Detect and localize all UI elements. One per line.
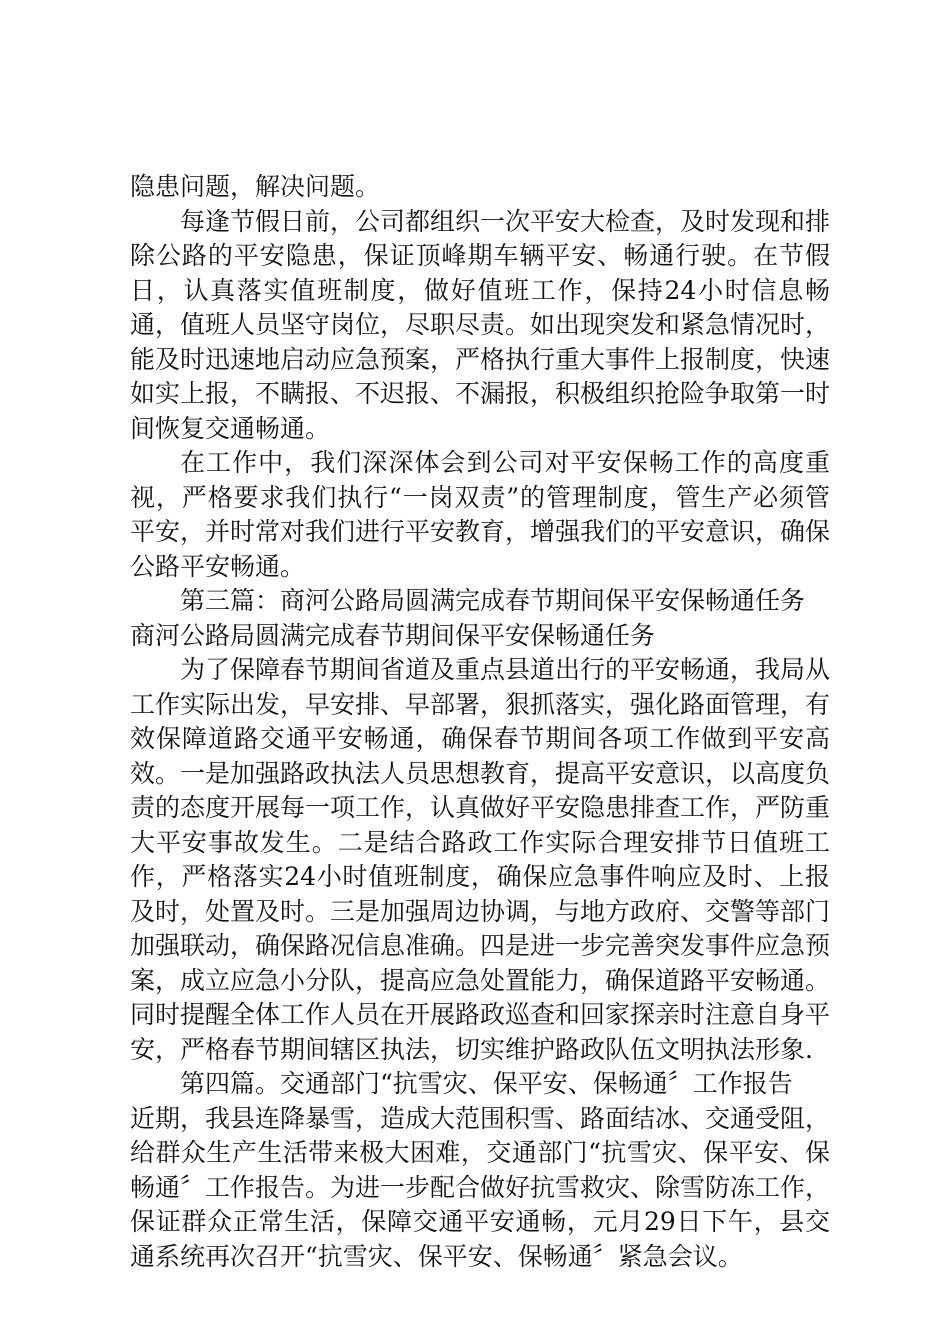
paragraph-holiday-inspection: 每逢节假日前，公司都组织一次平安大检查，及时发现和排除公路的平安隐患，保证顶峰期车辆平安、畅通行驶。在节假日，认真落实值班制度，做好值班工作，保持24小时信息畅通，值班人员坚守岗位，尽职尽责。如出现突发和紧急情况时，能及时迅速地启动应急预案，严格执行重大事件上报制度，快速如实上报，不瞒报、不迟报、不漏报，积极组织抢险争取第一时间恢复交通畅通。 (130, 206, 831, 443)
paragraph-snow-disaster: 近期，我县连降暴雪，造成大范围积雪、路面结冰、交通受阻，给群众生产生活带来极大困难，交通部门“抗雪灾、保平安、保畅通〞工作报告。为进一步配合做好抗雪救灾、除雪防冻工作，保证群众正常生活，保障交通平安通畅，元月29日下午，县交通系统再次召开“抗雪灾、保平安、保畅通〞紧急会议。 (130, 1103, 831, 1271)
section-title-part-four: 第四篇。交通部门“抗雪灾、保平安、保畅通〞工作报告 (180, 1069, 793, 1098)
section-title-part-three: 第三篇：商河公路局圆满完成春节期间保平安保畅通任务 (180, 586, 806, 615)
paragraph-continuation: 隐患问题，解决问题。 (130, 172, 381, 201)
document-body (130, 170, 830, 1274)
paragraph-work-experience: 在工作中，我们深深体会到公司对平安保畅工作的高度重视，严格要求我们执行“一岗双责”的管理制度，管生产必须管平安，并时常对我们进行平安教育，增强我们的平安意识，确保公路平安畅通。 (130, 448, 831, 581)
paragraph-spring-festival-measures: 为了保障春节期间省道及重点县道出行的平安畅通，我局从工作实际出发，早安排、早部署，狠抓落实，强化路面管理，有效保障道路交通平安畅通，确保春节期间各项工作做到平安高效。一是加强路政执法人员思想教育，提高平安意识，以高度负责的态度开展每一项工作，认真做好平安隐患排查工作，严防重大平安事故发生。二是结合路政工作实际合理安排节日值班工作，严格落实24小时值班制度，确保应急事件响应及时、上报及时，处置及时。三是加强周边协调，与地方政府、交警等部门加强联动，确保路况信息准确。四是进一步完善突发事件应急预案，成立应急小分队，提高应急处置能力，确保道路平安畅通。同时提醒全体工作人员在开展路政巡查和回家探亲时注意自身平安，严格春节期间辖区执法，切实维护路政队伍文明执法形象. (130, 655, 831, 1064)
section-subtitle-part-three: 商河公路局圆满完成春节期间保平安保畅通任务 (130, 620, 656, 650)
